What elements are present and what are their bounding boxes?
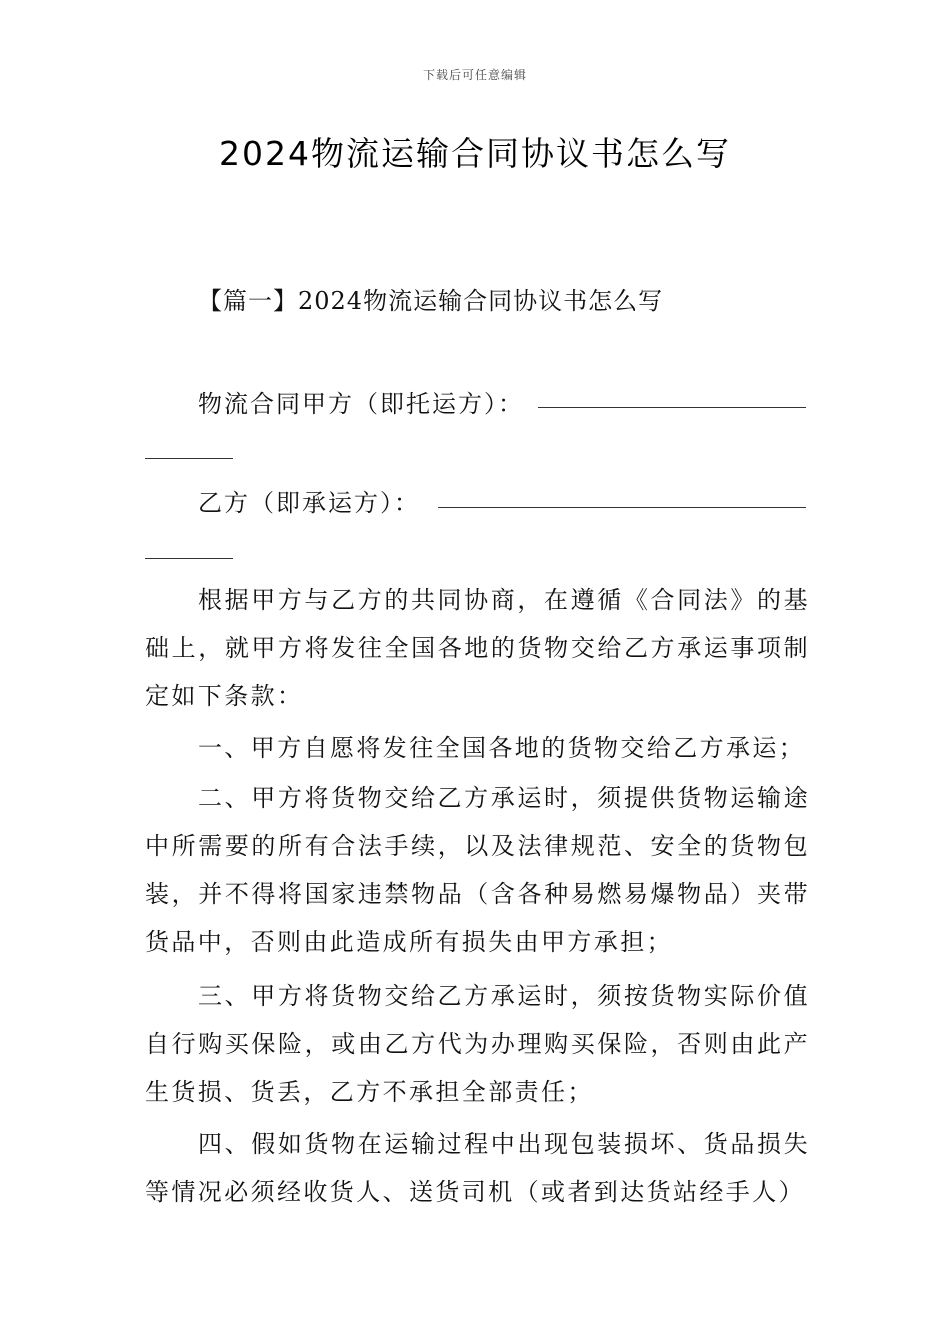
paragraph-preamble: 根据甲方与乙方的共同协商，在遵循《合同法》的基础上，就甲方将发往全国各地的货物交给乙方承运事项制定如下条款： xyxy=(145,586,810,710)
paragraph-clause-2: 二、甲方将货物交给乙方承运时，须提供货物运输途中所需要的所有合法手续，以及法律规范、安全的货物包装，并不得将国家违禁物品（含各种易燃易爆物品）夹带货品中，否则由此造成所有损失由甲方承担； xyxy=(145,784,810,956)
party-b-label: 乙方（即承运方）： xyxy=(198,489,420,517)
party-a-blank-continuation xyxy=(145,458,233,459)
party-b-blank-line xyxy=(438,507,806,508)
party-a-label: 物流合同甲方（即托运方）： xyxy=(198,390,524,418)
document-title: 2024物流运输合同协议书怎么写 xyxy=(219,134,731,173)
header-note: 下载后可任意编辑 xyxy=(422,68,527,82)
party-a-blank-line xyxy=(538,407,806,408)
party-b-blank-continuation xyxy=(145,558,233,559)
paragraph-clause-4: 四、假如货物在运输过程中出现包装损坏、货品损失等情况必须经收货人、送货司机（或者到达货站经手人） xyxy=(145,1130,810,1206)
paragraph-clause-3: 三、甲方将货物交给乙方承运时，须按货物实际价值自行购买保险，或由乙方代为办理购买保险，否则由此产生货损、货丢，乙方不承担全部责任； xyxy=(145,982,810,1106)
section-heading: 【篇一】2024物流运输合同协议书怎么写 xyxy=(198,287,664,315)
paragraph-clause-1: 一、甲方自愿将发往全国各地的货物交给乙方承运； xyxy=(198,734,806,762)
